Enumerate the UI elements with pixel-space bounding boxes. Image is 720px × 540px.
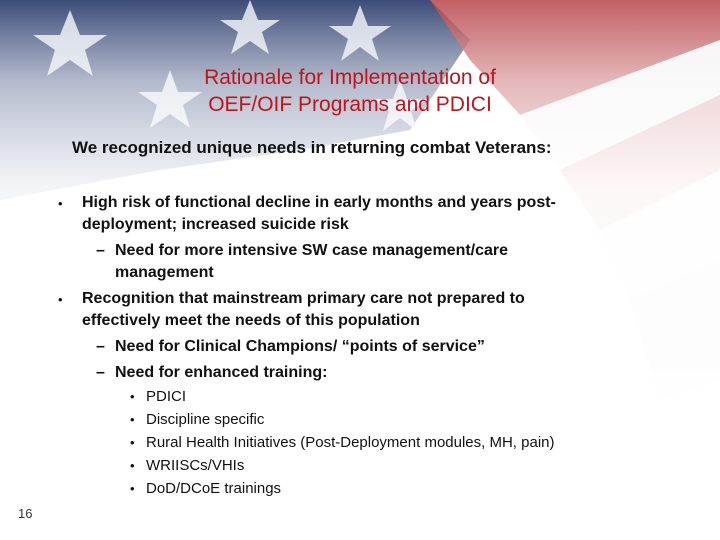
bullet-line: deployment; increased suicide risk — [82, 216, 349, 233]
sub-bullet-line: management — [115, 264, 214, 281]
training-item: WRIISCs/VHIs — [146, 457, 245, 474]
bullet-line: Recognition that mainstream primary care not prepared to — [82, 290, 525, 307]
page-number: 16 — [18, 506, 33, 521]
bullet-marker: • — [58, 292, 63, 307]
bullet-text — [82, 288, 525, 332]
sub-bullet-text: Need for enhanced training: — [115, 364, 328, 381]
bullet-marker: • — [130, 458, 135, 473]
title-line-2: OEF/OIF Programs and PDICI — [208, 93, 492, 116]
bullet-text — [82, 192, 556, 236]
dash-marker: – — [96, 242, 105, 259]
bullet-line: effectively meet the needs of this population — [82, 312, 420, 329]
slide-title — [120, 64, 580, 118]
bullet-marker: • — [58, 196, 63, 211]
training-item: Discipline specific — [146, 411, 265, 428]
training-item: Rural Health Initiatives (Post-Deployment modules, MH, pain) — [146, 434, 555, 451]
training-item: PDICI — [146, 388, 187, 405]
bullet-marker: • — [130, 389, 135, 404]
bullet-marker: • — [130, 435, 135, 450]
sub-bullet-text — [115, 240, 508, 284]
intro-text: We recognized unique needs in returning combat Veterans: — [72, 138, 552, 157]
bullet-marker: • — [130, 481, 135, 496]
bullet-marker: • — [130, 412, 135, 427]
title-line-1: Rationale for Implementation of — [204, 66, 496, 89]
dash-marker: – — [96, 364, 105, 381]
dash-marker: – — [96, 338, 105, 355]
bullet-line: High risk of functional decline in early months and years post- — [82, 194, 556, 211]
sub-bullet-line: Need for more intensive SW case management/care — [115, 242, 509, 259]
sub-bullet-text: Need for Clinical Champions/ “points of service” — [115, 338, 485, 355]
training-item: DoD/DCoE trainings — [146, 480, 282, 497]
